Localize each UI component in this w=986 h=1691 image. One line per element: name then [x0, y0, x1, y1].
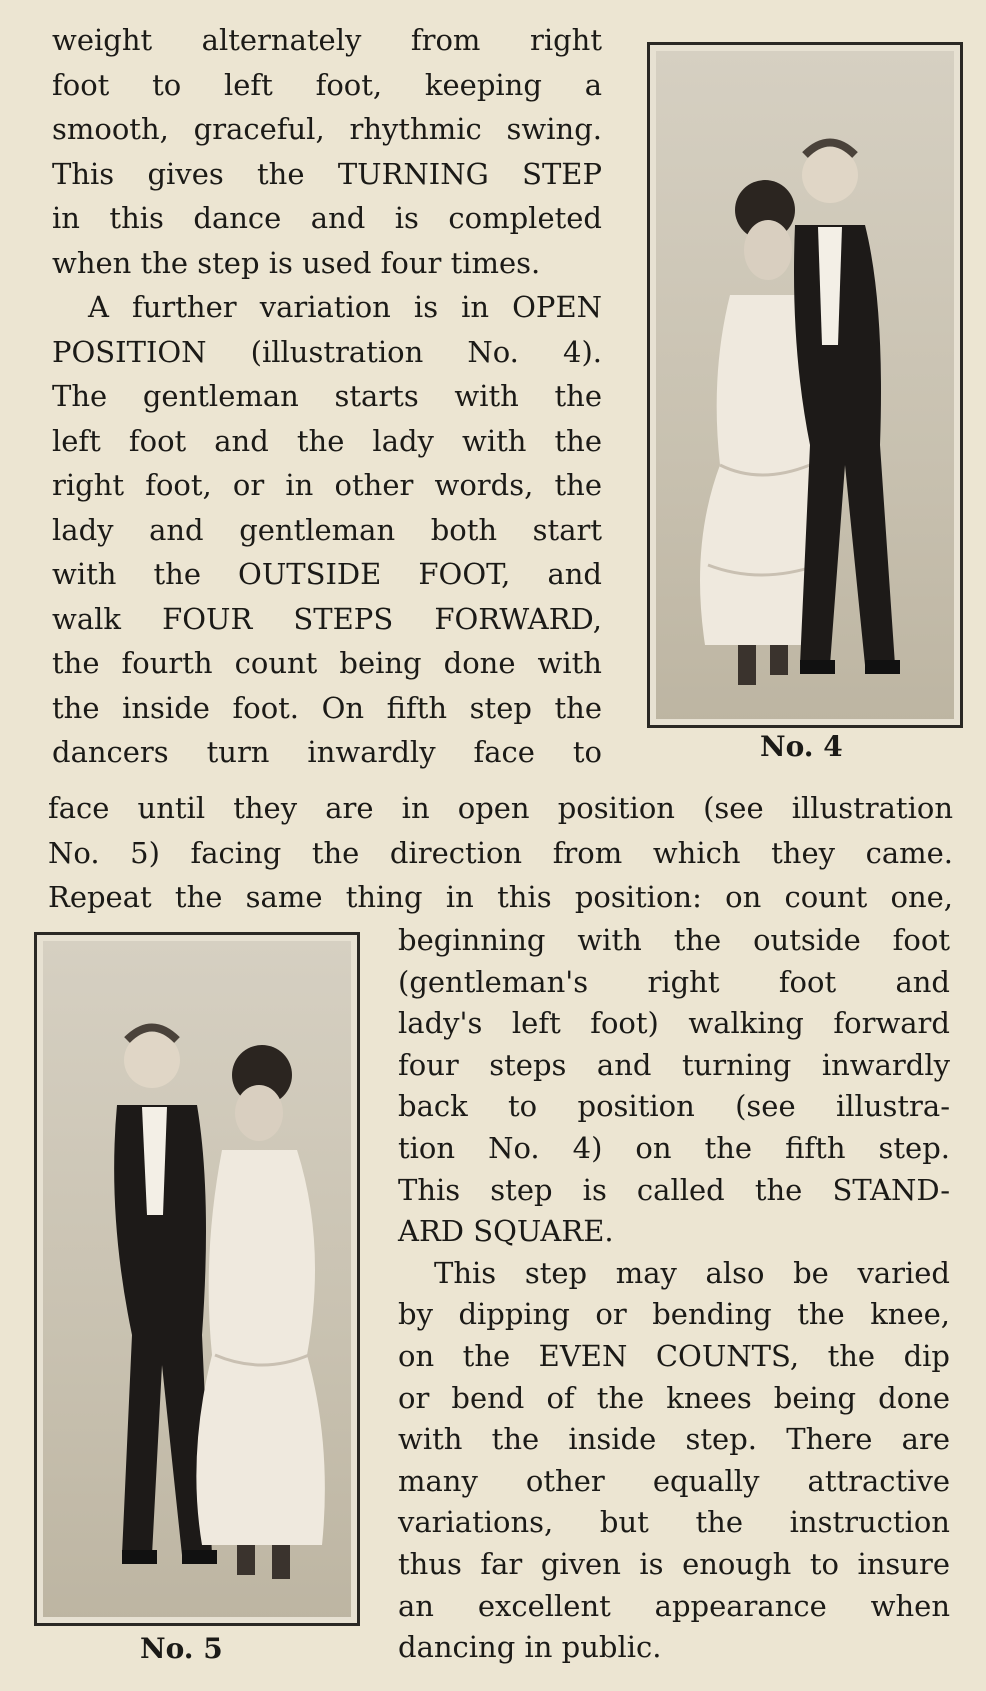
text-line: (gentleman's right foot and [398, 964, 950, 999]
text-line: the fourth count being done with [52, 646, 602, 680]
text-line: back to position (see illustra- [398, 1089, 950, 1124]
photo-caption-no-4: No. 4 [760, 730, 843, 763]
text-line: ARD SQUARE. [398, 1214, 614, 1249]
dancing-couple-illustration [37, 935, 357, 1623]
text-line: The gentleman starts with the [52, 379, 602, 413]
text-line: four steps and turning inwardly [398, 1047, 950, 1082]
text-line: the inside foot. On fifth step the [52, 690, 602, 725]
text-line: an excellent appearance when [398, 1588, 950, 1623]
text-full-width [48, 786, 953, 920]
text-column-top [52, 18, 602, 775]
text-line: lady's left foot) walking forward [398, 1006, 950, 1041]
text-line: on the EVEN COUNTS, the dip [398, 1338, 950, 1373]
text-line: This gives the TURNING STEP [52, 156, 602, 191]
text-line: with the OUTSIDE FOOT, and [52, 557, 602, 591]
text-line: with the inside step. There are [398, 1422, 950, 1457]
photo-no-4 [647, 42, 963, 728]
text-line: dancing in public. [398, 1630, 662, 1665]
text-line: Repeat the same thing in this position: on count one, [48, 880, 953, 914]
text-line: by dipping or bending the knee, [398, 1297, 950, 1332]
text-line: face until they are in open position (see illustration [48, 791, 953, 825]
text-line: lady and gentleman both start [52, 512, 602, 547]
text-line: foot to left foot, keeping a [52, 67, 602, 102]
text-line: many other equally attractive [398, 1463, 950, 1498]
text-line: POSITION (illustration No. 4). [52, 334, 602, 369]
text-line: tion No. 4) on the fifth step. [398, 1130, 950, 1165]
text-line: A further variation is in OPEN [88, 290, 602, 324]
text-line: or bend of the knees being done [398, 1380, 950, 1415]
text-line: beginning with the outside foot [398, 923, 950, 957]
text-line: left foot and the lady with the [52, 423, 602, 458]
text-line: thus far given is enough to insure [398, 1546, 950, 1581]
text-line: variations, but the instruction [398, 1505, 950, 1540]
photo-caption-no-5: No. 5 [140, 1632, 223, 1665]
photo-no-5 [34, 932, 360, 1626]
text-line: when the step is used four times. [52, 245, 541, 280]
text-column-bottom [398, 920, 950, 1669]
text-line: walk FOUR STEPS FORWARD, [52, 601, 602, 636]
text-line: smooth, graceful, rhythmic swing. [52, 112, 602, 146]
text-line: This step is called the STAND- [398, 1172, 950, 1207]
text-line: dancers turn inwardly face to [52, 735, 602, 769]
text-line: right foot, or in other words, the [52, 468, 602, 502]
text-line: No. 5) facing the direction from which they came. [48, 835, 953, 870]
dancing-couple-illustration [650, 45, 960, 725]
text-line: weight alternately from right [52, 23, 602, 57]
text-line: in this dance and is completed [52, 201, 602, 235]
text-line: This step may also be varied [434, 1255, 950, 1290]
